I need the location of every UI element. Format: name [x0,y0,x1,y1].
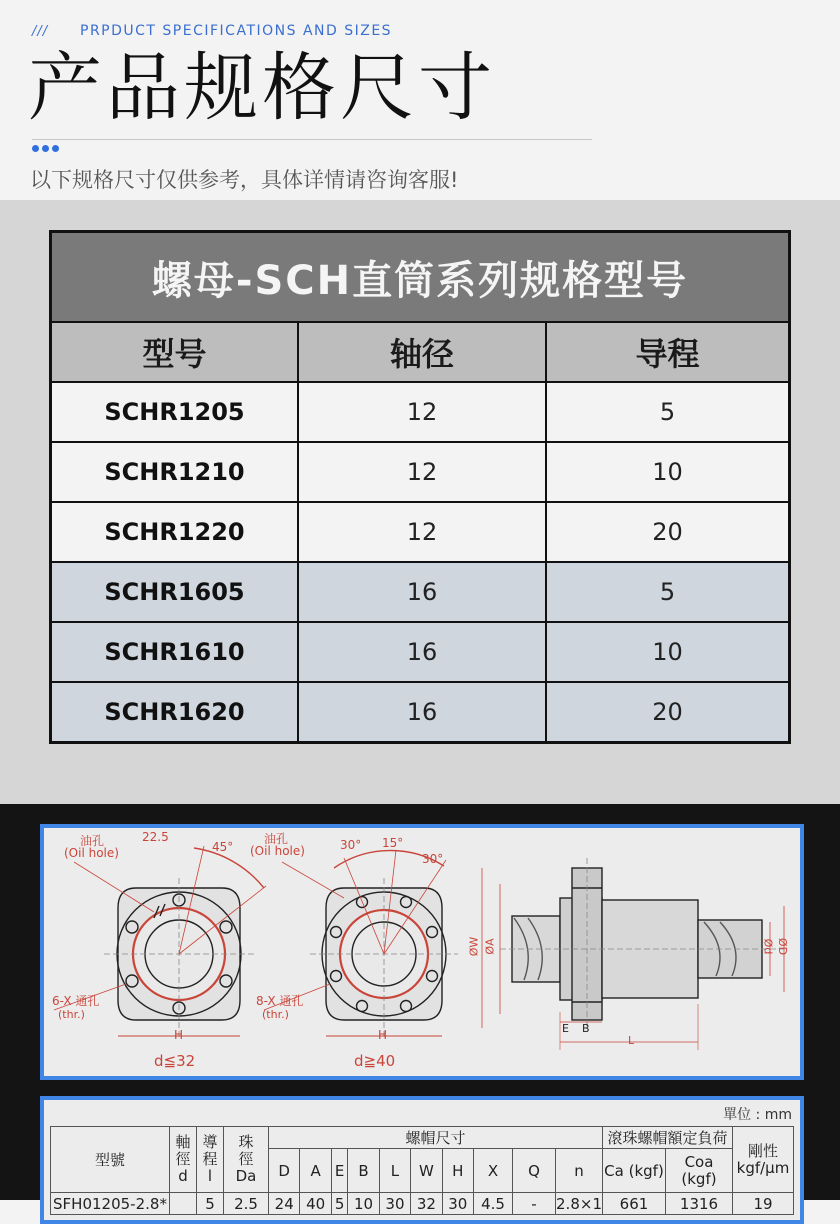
col-coa: Coa (kgf) [666,1149,733,1193]
col-x: X [474,1149,513,1193]
table-cell: 32 [411,1193,442,1215]
header-shaft: 軸 徑 d [170,1127,197,1193]
lead-cell: 20 [546,502,790,562]
table-cell: 30 [379,1193,410,1215]
drawing-section [0,804,840,1213]
condition-label-large: d≧40 [354,1052,396,1070]
oil-hole-label-2: 油孔 [264,832,289,846]
angle-label: 30° [422,852,444,866]
header-lead: 導 程 l [197,1127,224,1193]
dimension-a-label: ØA [483,938,497,955]
lead-cell: 20 [546,682,790,743]
dimension-w-label: ØW [467,936,481,957]
table-cell: 40 [300,1193,331,1215]
col-ca: Ca (kgf) [603,1149,666,1193]
table-cell: 2.5 [224,1193,269,1215]
table-row [51,442,790,502]
angle-label: 30° [340,838,362,852]
header-model: 型號 [51,1127,170,1193]
header-shaft: 轴径 [298,322,546,382]
thr-label: (thr.) [58,1008,85,1021]
col-d: D [269,1149,300,1193]
col-a: A [300,1149,331,1193]
dimension-table-panel [40,1096,804,1224]
nut-side-view-drawing [482,858,784,1050]
decorative-dots [32,145,59,152]
through-hole-label-8: 8-X 通孔 [256,994,304,1008]
col-h: H [442,1149,473,1193]
title-divider [32,139,592,140]
model-cell: SCHR1605 [51,562,299,622]
model-cell: SCHR1620 [51,682,299,743]
dimension-l-label: L [628,1034,635,1047]
col-b: B [348,1149,379,1193]
thr-label: (thr.) [262,1008,289,1021]
shaft-cell: 16 [298,562,546,622]
unit-label: 單位 : mm [723,1107,792,1123]
col-n: n [556,1149,603,1193]
table-cell: 30 [442,1193,473,1215]
shaft-cell: 16 [298,682,546,743]
table-cell: SFH01205-2.8* [51,1193,170,1215]
header-load-rating: 滾珠螺帽額定負荷 [603,1127,733,1149]
oil-hole-en-label-1: (Oil hole) [64,846,119,860]
page-title: 产品规格尺寸 [28,45,496,131]
dimension-small-d-label: Ød [761,938,775,955]
table-cell: 5 [331,1193,347,1215]
shaft-cell: 16 [298,622,546,682]
decorative-slashes: /// [32,24,49,39]
dimension-h-label: H [174,1028,184,1042]
table-row [51,382,790,442]
header-section [0,0,840,200]
table-cell: 10 [348,1193,379,1215]
shaft-cell: 12 [298,382,546,442]
spec-table-caption: 螺母-SCH直筒系列规格型号 [51,232,790,323]
angle-label: 15° [382,836,404,850]
dimension-table [50,1126,794,1215]
dimension-h-label: H [378,1028,388,1042]
header-lead: 导程 [546,322,790,382]
col-l: L [379,1149,410,1193]
col-e: E [331,1149,347,1193]
angle-label: 22.5 [142,830,169,844]
table-cell: 19 [733,1193,794,1215]
table-cell: 2.8×1 [556,1194,602,1213]
angle-label: 45° [212,840,234,854]
table-cell: 24 [269,1193,300,1215]
lead-cell: 5 [546,382,790,442]
spec-table [49,230,791,744]
model-cell: SCHR1220 [51,502,299,562]
technical-drawing-panel [40,824,804,1080]
model-cell: SCHR1205 [51,382,299,442]
model-cell: SCHR1210 [51,442,299,502]
table-row [51,502,790,562]
header-nut-dimensions: 螺帽尺寸 [269,1127,603,1149]
col-w: W [411,1149,442,1193]
model-cell: SCHR1610 [51,622,299,682]
table-cell: 4.5 [474,1193,513,1215]
oil-hole-label-1: 油孔 [80,834,105,848]
table-row [51,562,790,622]
lead-cell: 10 [546,442,790,502]
header-ball: 珠 徑 Da [224,1127,269,1193]
table-cell: 1316 [666,1193,733,1215]
dimension-b-label: B [582,1022,590,1035]
table-row [51,622,790,682]
header-model: 型号 [51,322,299,382]
through-hole-label-6: 6-X 通孔 [52,994,100,1008]
flange-6-hole-drawing [54,846,266,1038]
table-cell: 661 [603,1193,666,1215]
spec-section [0,200,840,804]
dimension-d-label: ØD [776,937,790,956]
header-rigidity: 剛性 kgf/μm [733,1127,794,1193]
col-q: Q [513,1149,556,1193]
lead-cell: 5 [546,562,790,622]
table-row [51,1193,794,1215]
english-title: PRPDUCT SPECIFICATIONS AND SIZES [80,23,393,39]
table-cell: - [513,1193,556,1215]
oil-hole-en-label-2: (Oil hole) [250,844,305,858]
dimension-e-label: E [562,1022,569,1035]
table-row [51,682,790,743]
shaft-cell: 12 [298,442,546,502]
table-cell [170,1193,197,1215]
shaft-cell: 12 [298,502,546,562]
flange-8-hole-drawing [264,850,458,1038]
lead-cell: 10 [546,622,790,682]
condition-label-small: d≦32 [154,1052,196,1070]
spec-table-header [51,322,790,382]
table-cell: 5 [197,1193,224,1215]
subtitle: 以下规格尺寸仅供参考，具体详情请咨询客服! [30,168,459,192]
